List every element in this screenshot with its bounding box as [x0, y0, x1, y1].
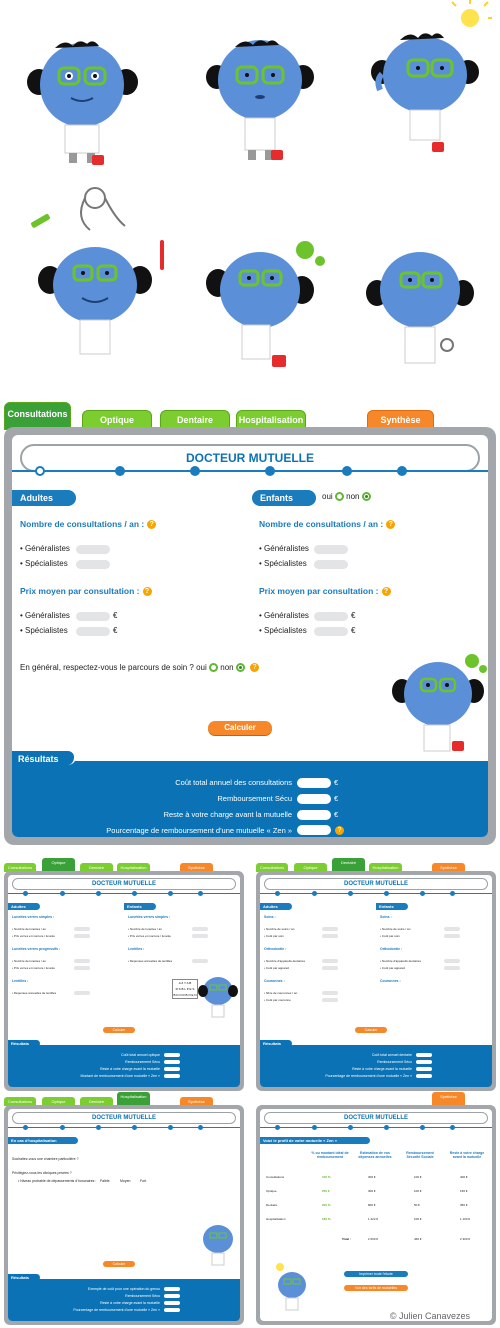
parcours-no-radio[interactable] — [236, 663, 245, 672]
yes-label: oui — [322, 492, 333, 501]
adults-section-header: Adultes — [260, 903, 292, 910]
result-field[interactable] — [416, 1074, 432, 1078]
tab-hospitalisation[interactable]: Hospitalisation — [369, 863, 402, 872]
soins-count-label: • Nombre de soins / an — [380, 927, 411, 931]
result-label: Coût total annuel dentaire — [371, 1053, 412, 1057]
step-dot — [420, 1125, 425, 1130]
page-title: DOCTEUR MUTUELLE — [12, 878, 236, 890]
result-label: Pourcentage de remboursement d'une mutuelle « Zen » — [325, 1074, 412, 1078]
doctor-juggling-character — [10, 180, 180, 370]
euro-symbol: € — [113, 611, 118, 620]
tab-dentaire[interactable]: Dentaire — [332, 858, 365, 872]
main-panel-inner — [12, 435, 488, 837]
table-row-label: Dentaire — [266, 1203, 278, 1207]
step-line — [8, 893, 240, 894]
step-dot — [168, 1125, 173, 1130]
children-section-header: Enfants — [376, 903, 408, 910]
help-icon[interactable]: ? — [335, 826, 344, 835]
result-label: Reste à votre charge avant la mutuelle — [352, 1067, 412, 1071]
tab-synthese[interactable]: Synthèse — [180, 1097, 213, 1106]
overrun-level-question: • Niveau probable de dépassements d'honoraires : — [18, 1179, 97, 1183]
help-icon[interactable]: ? — [382, 587, 391, 596]
crown-count-label: • Nbre de couronnes / an — [264, 991, 298, 995]
table-cell: 250 € — [322, 1189, 330, 1193]
soins-question: Soins : — [264, 915, 276, 919]
lens-count-input[interactable] — [74, 927, 90, 931]
page-title: DOCTEUR MUTUELLE — [264, 1112, 488, 1124]
step-line — [8, 1127, 240, 1128]
child-generalists-label: • Généralistes — [259, 544, 309, 553]
step-dot — [60, 1125, 65, 1130]
yes-label: oui — [196, 663, 207, 672]
doctor-character-1 — [25, 30, 140, 170]
synthese-panel — [256, 1105, 496, 1325]
tab-hospitalisation[interactable]: Hospitalisation — [117, 1092, 150, 1106]
soins-cost-label: • Coût par soin — [380, 934, 400, 938]
contacts-spend-label: • Dépenses annuelles de lentilles — [128, 959, 173, 963]
table-cell: 180 % — [322, 1217, 331, 1221]
child-price-specialists-label: • Spécialistes — [259, 626, 307, 635]
step-dot — [348, 891, 353, 896]
question-label: Prix moyen par consultation : — [259, 586, 379, 596]
lens-price-input[interactable] — [192, 934, 208, 938]
step-dot — [397, 466, 407, 476]
eye-chart-line: R S B L P E S — [175, 987, 195, 991]
table-row-label: Optique — [266, 1189, 277, 1193]
children-no-radio[interactable] — [362, 492, 371, 501]
overrun-option-high[interactable]: Fort — [140, 1179, 147, 1183]
result-label-zen: Pourcentage de remboursement d'une mutuelle « Zen » — [106, 826, 292, 835]
step-dot — [275, 891, 280, 896]
contacts-spend-input[interactable] — [192, 959, 208, 963]
step-line — [260, 1127, 492, 1128]
help-icon[interactable]: ? — [386, 520, 395, 529]
step-dot — [312, 1125, 317, 1130]
table-cell: 100 € — [414, 1175, 422, 1179]
step-dot — [115, 466, 125, 476]
hospitalisation-screen — [4, 1092, 244, 1327]
result-field-reste[interactable] — [297, 810, 331, 820]
step-dot — [23, 1125, 28, 1130]
parcours-yes-radio[interactable] — [209, 663, 218, 672]
tab-synthese[interactable]: Synthèse — [367, 410, 434, 429]
doctor-character-small — [388, 649, 488, 759]
progressive-lens-question: Lunettes verres progressifs : — [12, 947, 61, 951]
soins-count-input[interactable] — [322, 927, 338, 931]
optique-screen — [4, 858, 244, 1093]
table-cell: 100 € — [414, 1217, 422, 1221]
euro-symbol: € — [334, 778, 339, 787]
dentaire-tabs — [256, 858, 496, 872]
table-cell: 100 % — [322, 1175, 331, 1179]
crown-cost-label: • Coût par couronne — [264, 998, 291, 1002]
step-dot — [342, 466, 352, 476]
children-section-header: Enfants — [252, 490, 316, 506]
total-value: 2 300 € — [460, 1237, 471, 1241]
contacts-question: Lentilles : — [12, 979, 29, 983]
result-label-secu: Remboursement Sécu — [217, 794, 292, 803]
soins-cost-input[interactable] — [444, 934, 460, 938]
help-icon[interactable]: ? — [143, 587, 152, 596]
doctor-thinking-character — [200, 235, 330, 375]
lens-price-label: • Prix verres et monture / lunette — [12, 966, 55, 970]
crown-count-input[interactable] — [322, 991, 338, 995]
doctor-character-2 — [205, 35, 315, 170]
lens-count-input[interactable] — [74, 959, 90, 963]
lens-count-label: • Nombre de lunettes / an — [128, 927, 162, 931]
soins-cost-label: • Coût par soin — [264, 934, 284, 938]
table-cell: 300 € — [368, 1175, 376, 1179]
step-dot — [198, 1125, 203, 1130]
tab-consultations[interactable]: Consultations — [256, 863, 288, 872]
euro-symbol: € — [334, 810, 339, 819]
main-panel — [4, 427, 496, 845]
adults-consult-question — [20, 519, 156, 529]
dentaire-panel-inner — [260, 875, 492, 1087]
step-dot — [132, 1125, 137, 1130]
calculate-button[interactable]: Calculer — [355, 1027, 387, 1033]
step-dot — [275, 1125, 280, 1130]
tab-optique[interactable]: Optique — [294, 863, 327, 872]
result-label: Remboursement Sécu — [125, 1294, 160, 1298]
parcours-question — [20, 663, 259, 672]
step-dot — [450, 891, 455, 896]
adult-price-specialists-input[interactable] — [76, 627, 110, 636]
step-dot — [312, 891, 317, 896]
hospitalisation-panel-inner — [8, 1109, 240, 1321]
step-dot — [132, 891, 137, 896]
euro-symbol: € — [334, 794, 339, 803]
tab-consultations[interactable]: Consultations — [4, 863, 36, 872]
step-line — [12, 470, 488, 472]
result-label: Remboursement Sécu — [125, 1060, 160, 1064]
question-label: Prix moyen par consultation : — [20, 586, 140, 596]
lens-count-label: • Nombre de lunettes / an — [12, 959, 46, 963]
step-dot — [348, 1125, 353, 1130]
table-cell: 800 € — [368, 1203, 376, 1207]
result-field[interactable] — [164, 1053, 180, 1057]
step-dot-current — [35, 466, 45, 476]
step-line — [260, 893, 492, 894]
page-title: DOCTEUR MUTUELLE — [264, 878, 488, 890]
ortho-count-label: • Nombre d'appareils dentaires — [380, 959, 421, 963]
tab-consultations[interactable]: Consultations — [4, 1097, 36, 1106]
results-header: Résultats — [12, 749, 76, 765]
result-field[interactable] — [416, 1060, 432, 1064]
overrun-option-low[interactable]: Faible — [100, 1179, 110, 1183]
table-header: Remboursement Sécurité Sociale — [406, 1151, 434, 1159]
page-title: DOCTEUR MUTUELLE — [20, 444, 480, 472]
calculate-button[interactable]: Calculer — [103, 1261, 135, 1267]
table-cell: 50 € — [414, 1203, 420, 1207]
step-dot — [60, 891, 65, 896]
results-panel — [8, 1045, 240, 1087]
view-prices-button[interactable]: Voir des tarifs de mutuelles — [344, 1285, 408, 1291]
doctor-stethoscope-character — [365, 245, 475, 380]
step-dot — [96, 891, 101, 896]
single-lens-question: Lunettes verres simples : — [128, 915, 171, 919]
result-field[interactable] — [164, 1067, 180, 1071]
children-yes-radio[interactable] — [335, 492, 344, 501]
ortho-count-input[interactable] — [444, 959, 460, 963]
eye-chart-line: A Z Y A B — [178, 981, 192, 985]
step-dot — [96, 1125, 101, 1130]
crown-question: Couronnes : — [264, 979, 285, 983]
tab-synthese[interactable]: Synthèse — [432, 863, 465, 872]
crown-cost-input[interactable] — [322, 998, 338, 1002]
hospitalisation-tabs — [4, 1092, 244, 1106]
single-lens-question: Lunettes verres simples : — [12, 915, 55, 919]
table-cell: 350 € — [460, 1203, 468, 1207]
ortho-cost-label: • Coût par appareil — [380, 966, 405, 970]
ortho-question: Orthodontie : — [264, 947, 287, 951]
result-field-total[interactable] — [297, 778, 331, 788]
lens-price-input[interactable] — [74, 966, 90, 970]
child-price-generalists-input[interactable] — [314, 612, 348, 621]
euro-symbol: € — [351, 611, 356, 620]
doctor-character-small — [272, 1261, 312, 1315]
adults-section-header: Adultes — [8, 903, 40, 910]
adult-price-generalists-input[interactable] — [76, 612, 110, 621]
result-label: Remboursement Sécu — [377, 1060, 412, 1064]
hospital-section-header: En cas d'hospitalisation — [8, 1137, 78, 1144]
tab-synthese[interactable]: Synthèse — [180, 863, 213, 872]
result-label: Pourcentage de remboursement d'une mutuelle « Zen » — [73, 1308, 160, 1312]
private-clinic-question: Privilégiez-vous les cliniques privées ? — [12, 1171, 72, 1175]
table-cell: 1 222 € — [368, 1217, 379, 1221]
doctor-character-small — [198, 973, 238, 1023]
doctor-idea-character — [370, 0, 495, 160]
child-specialists-input[interactable] — [314, 560, 348, 569]
tab-hospitalisation[interactable]: Hospitalisation — [236, 410, 306, 429]
results-panel — [8, 1279, 240, 1321]
table-header: Reste à votre charge avant la mutuelle — [449, 1151, 485, 1159]
tab-dentaire[interactable]: Dentaire — [80, 1097, 113, 1106]
page-title: DOCTEUR MUTUELLE — [12, 1112, 236, 1124]
result-label: Reste à votre charge avant la mutuelle — [100, 1301, 160, 1305]
tab-dentaire[interactable]: Dentaire — [160, 410, 230, 429]
result-field-secu[interactable] — [297, 794, 331, 804]
eye-chart-line: B D O R B O E N — [173, 993, 197, 997]
table-cell: 300 € — [368, 1189, 376, 1193]
step-dot — [420, 891, 425, 896]
dentaire-screen — [256, 858, 496, 1093]
ortho-count-input[interactable] — [322, 959, 338, 963]
table-row-label: Consultations — [266, 1175, 285, 1179]
lens-price-label: • Prix verres et monture / lunette — [12, 934, 55, 938]
tab-consultations[interactable]: Consultations — [4, 402, 71, 430]
children-toggle — [322, 492, 371, 501]
table-cell: 200 % — [322, 1203, 331, 1207]
step-dot — [198, 891, 203, 896]
table-row-label: Hospitalisation — [266, 1217, 286, 1221]
result-field[interactable] — [164, 1301, 180, 1305]
euro-symbol: € — [113, 626, 118, 635]
table-cell: 100 € — [414, 1189, 422, 1193]
result-field[interactable] — [164, 1074, 180, 1078]
table-cell: 1 100 € — [460, 1217, 471, 1221]
main-tabs — [4, 402, 494, 430]
table-cell: 400 € — [460, 1175, 468, 1179]
result-label: Exemple de coût pour une opération du genou — [88, 1287, 160, 1291]
adult-price-generalists-label: • Généralistes — [20, 611, 70, 620]
calculate-button[interactable]: Calculer — [208, 721, 272, 735]
children-consult-question — [259, 519, 395, 529]
tab-hospitalisation[interactable]: Hospitalisation — [117, 863, 150, 872]
contacts-question: Lentilles : — [128, 947, 145, 951]
step-dot — [450, 1125, 455, 1130]
step-dot — [190, 466, 200, 476]
tab-optique[interactable]: Optique — [82, 410, 152, 429]
table-header: Estimation de vos dépenses annuelles — [358, 1151, 392, 1159]
optique-panel-inner — [8, 875, 240, 1087]
synthese-section-header: Voici le profil de votre mutuelle « Zen » — [260, 1137, 370, 1144]
question-label: Nombre de consultations / an : — [259, 519, 384, 529]
adult-specialists-label: • Spécialistes — [20, 559, 68, 568]
eye-chart — [172, 979, 198, 999]
children-section-header: Enfants — [124, 903, 156, 910]
adult-price-specialists-label: • Spécialistes — [20, 626, 68, 635]
soins-cost-input[interactable] — [322, 934, 338, 938]
ortho-question: Orthodontie : — [380, 947, 403, 951]
tab-optique[interactable]: Optique — [42, 1097, 75, 1106]
ortho-count-label: • Nombre d'appareils dentaires — [264, 959, 305, 963]
contacts-spend-input[interactable] — [74, 991, 90, 995]
lens-count-label: • Nombre de lunettes / an — [12, 927, 46, 931]
lens-price-input[interactable] — [74, 934, 90, 938]
ortho-cost-label: • Coût par appareil — [264, 966, 289, 970]
adults-section-header: Adultes — [12, 490, 76, 506]
optique-panel — [4, 871, 244, 1091]
contacts-spend-label: • Dépenses annuelles de lentilles — [12, 991, 57, 995]
result-field[interactable] — [164, 1308, 180, 1312]
overrun-option-mid[interactable]: Moyen — [120, 1179, 131, 1183]
calculate-button[interactable]: Calculer — [103, 1027, 135, 1033]
result-label-total: Coût total annuel des consultations — [175, 778, 292, 787]
child-generalists-input[interactable] — [314, 545, 348, 554]
result-label: Montant de remboursement d'une mutuelle « Zen » — [80, 1074, 160, 1078]
soins-count-label: • Nombre de soins / an — [264, 927, 295, 931]
result-field[interactable] — [164, 1287, 180, 1291]
results-header: Résultats — [260, 1040, 292, 1047]
total-label: Total : — [342, 1237, 351, 1241]
parcours-label: En général, respectez-vous le parcours de soin ? — [20, 663, 194, 672]
step-dot — [265, 466, 275, 476]
dentaire-panel — [256, 871, 496, 1091]
total-value: 2 600 € — [368, 1237, 379, 1241]
table-cell: 150 € — [460, 1189, 468, 1193]
tab-dentaire[interactable]: Dentaire — [80, 863, 113, 872]
results-header: Résultats — [8, 1040, 40, 1047]
result-label-reste: Reste à votre charge avant la mutuelle — [163, 810, 292, 819]
result-field[interactable] — [416, 1067, 432, 1071]
step-dot — [384, 1125, 389, 1130]
optique-tabs — [4, 858, 244, 872]
children-price-question — [259, 586, 391, 596]
author-credit: © Julien Canavezes — [389, 1311, 470, 1321]
child-specialists-label: • Spécialistes — [259, 559, 307, 568]
synthese-tabs — [256, 1092, 496, 1106]
child-price-generalists-label: • Généralistes — [259, 611, 309, 620]
soins-count-input[interactable] — [444, 927, 460, 931]
private-room-question: Souhaitez-vous une chambre particulière ? — [12, 1157, 79, 1161]
child-price-specialists-input[interactable] — [314, 627, 348, 636]
hospitalisation-panel — [4, 1105, 244, 1325]
question-label: Nombre de consultations / an : — [20, 519, 145, 529]
result-label: Reste à votre charge avant la mutuelle — [100, 1067, 160, 1071]
table-header: % ou montant idéal de remboursement — [311, 1151, 349, 1159]
print-study-button[interactable]: Imprimer toute l'étude — [344, 1271, 408, 1277]
ortho-cost-input[interactable] — [444, 966, 460, 970]
doctor-character-small — [198, 1221, 238, 1271]
tab-synthese[interactable]: Synthèse — [432, 1092, 465, 1106]
adults-price-question — [20, 586, 152, 596]
total-value: 460 € — [414, 1237, 422, 1241]
result-field[interactable] — [164, 1060, 180, 1064]
help-icon[interactable]: ? — [147, 520, 156, 529]
step-dot — [168, 891, 173, 896]
result-field[interactable] — [416, 1053, 432, 1057]
soins-question: Soins : — [380, 915, 392, 919]
result-label: Coût total annuel optique — [121, 1053, 160, 1057]
synthese-screen — [256, 1092, 496, 1327]
lens-count-input[interactable] — [192, 927, 208, 931]
step-dot — [23, 891, 28, 896]
euro-symbol: € — [351, 626, 356, 635]
results-header: Résultats — [8, 1274, 40, 1281]
no-label: non — [346, 492, 360, 501]
result-field[interactable] — [164, 1294, 180, 1298]
ortho-cost-input[interactable] — [322, 966, 338, 970]
adult-specialists-input[interactable] — [76, 560, 110, 569]
result-field-zen[interactable] — [297, 825, 331, 835]
lens-price-label: • Prix verres et monture / lunette — [128, 934, 171, 938]
synthese-panel-inner — [260, 1109, 492, 1321]
help-icon[interactable]: ? — [250, 663, 259, 672]
tab-optique[interactable]: Optique — [42, 858, 75, 872]
adult-generalists-label: • Généralistes — [20, 544, 70, 553]
crown-question: Couronnes : — [380, 979, 401, 983]
results-panel — [260, 1045, 492, 1087]
step-dot — [384, 891, 389, 896]
no-label: non — [220, 663, 234, 672]
adult-generalists-input[interactable] — [76, 545, 110, 554]
